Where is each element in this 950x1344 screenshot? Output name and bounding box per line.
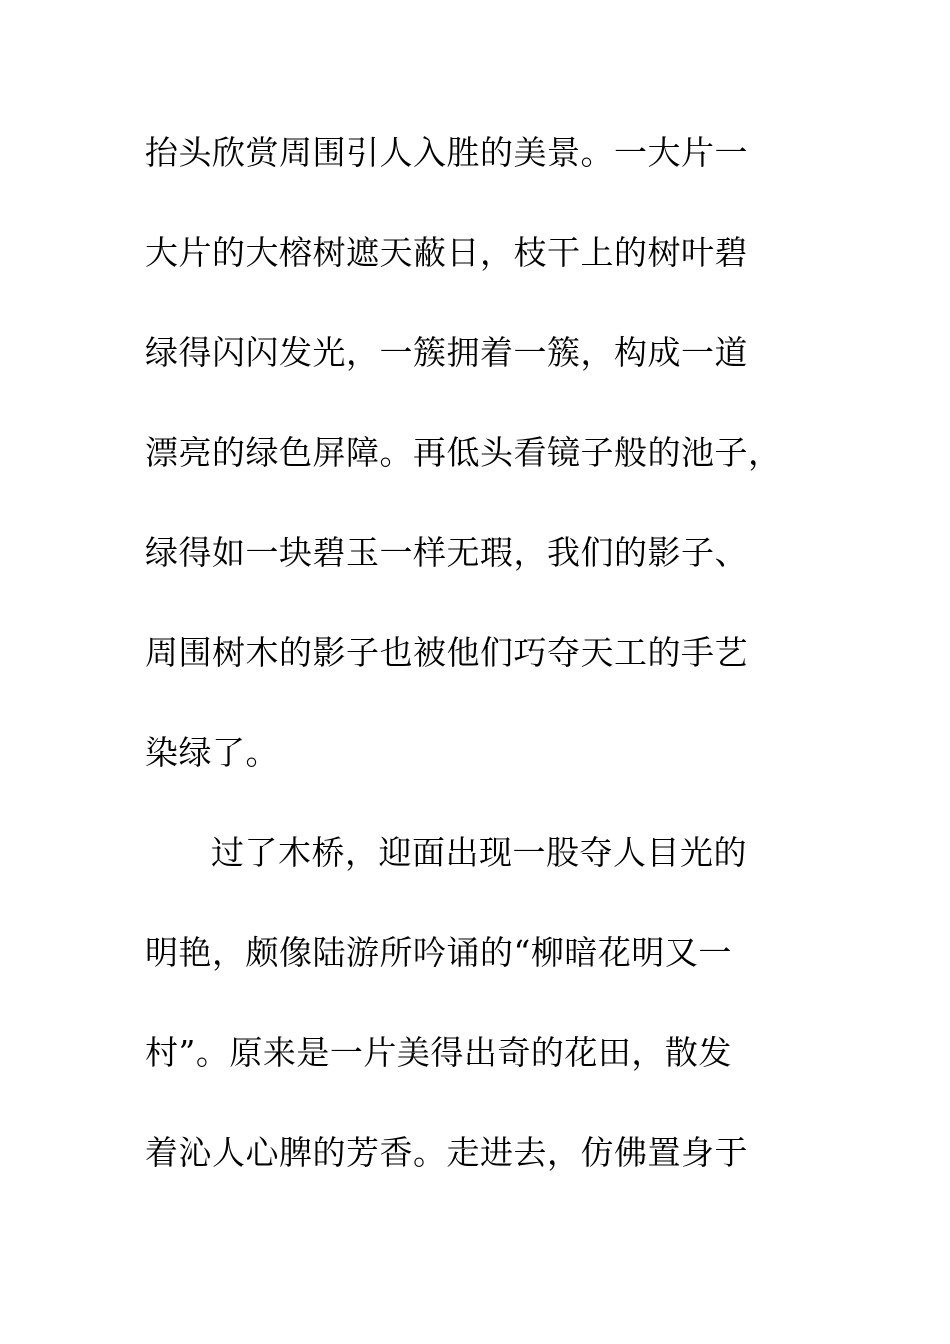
text-line: 绿得如一块碧玉一样无瑕，我们的影子、 [145, 533, 748, 572]
text-line: 染绿了。 [145, 733, 279, 772]
text-line: 明艳，颇像陆游所吟诵的“柳暗花明又一 [145, 933, 732, 972]
text-line: 着沁人心脾的芳香。走进去，仿佛置身于 [145, 1133, 748, 1172]
body-text [145, 128, 805, 1228]
text-line: 村”。原来是一片美得出奇的花田，散发 [145, 1033, 732, 1072]
text-line: 大片的大榕树遮天蔽日，枝干上的树叶碧 [145, 233, 748, 272]
text-line: 周围树木的影子也被他们巧夺天工的手艺 [145, 633, 748, 672]
text-line: 漂亮的绿色屏障。再低头看镜子般的池子， [145, 433, 782, 472]
text-line: 绿得闪闪发光，一簇拥着一簇，构成一道 [145, 333, 748, 372]
paragraph-start-line: 过了木桥，迎面出现一股夺人目光的 [211, 833, 747, 872]
text-line: 抬头欣赏周围引人入胜的美景。一大片一 [145, 133, 748, 172]
